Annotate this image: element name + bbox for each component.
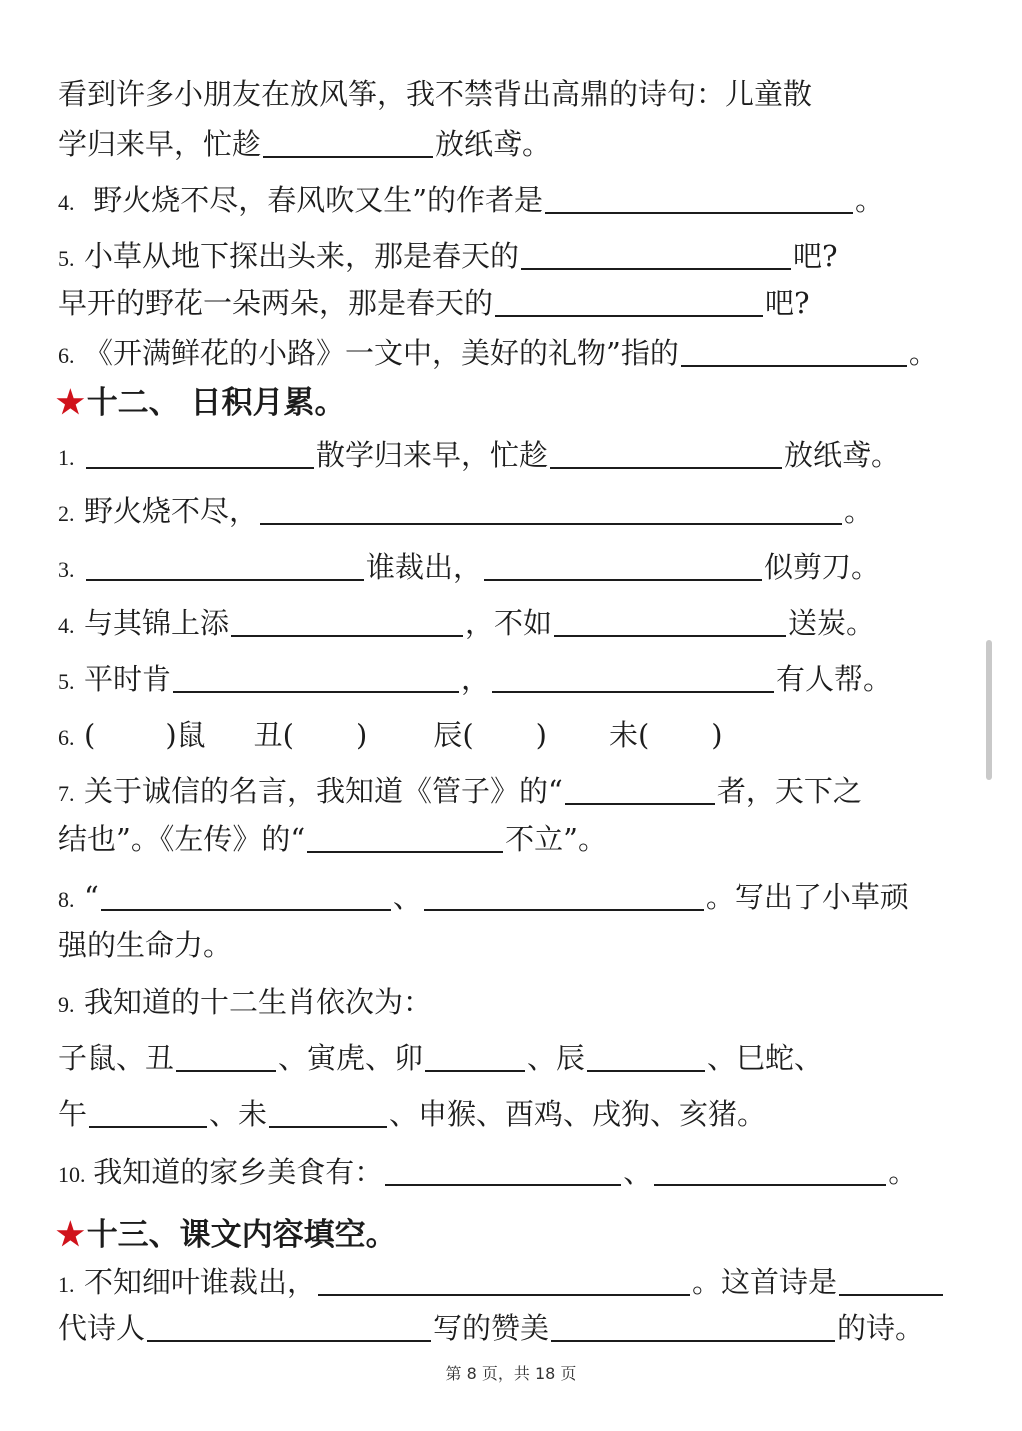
- answer-blank[interactable]: [269, 1100, 387, 1128]
- question-5-line-2: 早开的野花一朵两朵，那是春天的 吧?: [58, 286, 810, 320]
- answer-blank[interactable]: [681, 339, 907, 367]
- answer-blank[interactable]: [425, 1044, 525, 1072]
- item-12-8: 8. “ 、 。写出了小草顽: [58, 880, 909, 914]
- star-icon: ★: [56, 1215, 85, 1253]
- page-footer: 第 8 页，共 18 页: [445, 1364, 577, 1383]
- answer-blank[interactable]: [545, 186, 853, 214]
- item-12-3: 3. 谁裁出， 似剪刀。: [58, 550, 881, 584]
- scrollbar-thumb[interactable]: [986, 640, 992, 780]
- answer-blank[interactable]: [147, 1314, 431, 1342]
- answer-blank[interactable]: [654, 1158, 886, 1186]
- question-6: 6. 《开满鲜花的小路》一文中，美好的礼物”指的 。: [58, 336, 938, 370]
- answer-blank[interactable]: [484, 553, 762, 581]
- item-12-8-line-2: 强的生命力。: [58, 928, 233, 962]
- answer-blank[interactable]: [176, 1044, 276, 1072]
- answer-blank[interactable]: [521, 242, 791, 270]
- answer-blank[interactable]: [839, 1268, 943, 1296]
- intro-line-2: 学归来早，忙趁 放纸鸢。: [58, 127, 552, 161]
- item-13-1-line-2: 代诗人 写的赞美 的诗。: [58, 1311, 925, 1345]
- answer-blank[interactable]: [495, 289, 763, 317]
- answer-blank[interactable]: [101, 883, 391, 911]
- item-12-10: 10. 我知道的家乡美食有： 、 。: [58, 1155, 918, 1189]
- item-12-5: 5. 平时肯 ， 有人帮。: [58, 662, 893, 696]
- answer-blank[interactable]: [263, 130, 433, 158]
- answer-blank[interactable]: [86, 553, 364, 581]
- item-12-2: 2. 野火烧不尽， 。: [58, 494, 874, 528]
- answer-blank[interactable]: [307, 825, 503, 853]
- answer-blank[interactable]: [318, 1268, 690, 1296]
- item-12-9-row-1: 子鼠、丑 、寅虎、卯 、辰 、巳蛇、: [58, 1041, 824, 1075]
- answer-blank[interactable]: [260, 497, 842, 525]
- answer-blank[interactable]: [565, 777, 715, 805]
- answer-blank[interactable]: [385, 1158, 621, 1186]
- intro-line-1: 看到许多小朋友在放风筝，我不禁背出高鼎的诗句：儿童散: [58, 77, 813, 111]
- answer-blank[interactable]: [551, 1314, 835, 1342]
- question-5: 5. 小草从地下探出头来，那是春天的 吧?: [58, 239, 838, 273]
- answer-blank[interactable]: [492, 665, 774, 693]
- answer-blank[interactable]: [554, 609, 786, 637]
- item-12-4: 4. 与其锦上添 ，不如 送炭。: [58, 606, 876, 640]
- item-12-9-row-2: 午 、未 、申猴、酉鸡、戌狗、亥猪。: [58, 1097, 767, 1131]
- answer-blank[interactable]: [424, 883, 704, 911]
- item-13-1: 1. 不知细叶谁裁出， 。这首诗是: [58, 1262, 982, 1305]
- answer-blank[interactable]: [173, 665, 459, 693]
- answer-blank[interactable]: [89, 1100, 207, 1128]
- answer-blank[interactable]: [550, 441, 782, 469]
- answer-blank[interactable]: [587, 1044, 705, 1072]
- answer-blank[interactable]: [86, 441, 314, 469]
- section-12-heading: ★十二、 日积月累。: [56, 383, 346, 421]
- item-12-7: 7. 关于诚信的名言，我知道《管子》的“ 者，天下之: [58, 774, 862, 808]
- item-12-7-line-2: 结也”。《左传》的“ 不立”。: [58, 822, 607, 856]
- item-12-1: 1. 散学归来早，忙趁 放纸鸢。: [58, 438, 901, 472]
- answer-blank[interactable]: [231, 609, 463, 637]
- star-icon: ★: [56, 383, 85, 421]
- item-12-9: 9. 我知道的十二生肖依次为：: [58, 985, 433, 1019]
- section-13-heading: ★十三、课文内容填空。: [56, 1215, 397, 1253]
- question-4: 4. 野火烧不尽，春风吹又生”的作者是 。: [58, 183, 885, 217]
- item-12-6: 6. ( )鼠 丑( ) 辰( ) 未( ): [58, 718, 723, 752]
